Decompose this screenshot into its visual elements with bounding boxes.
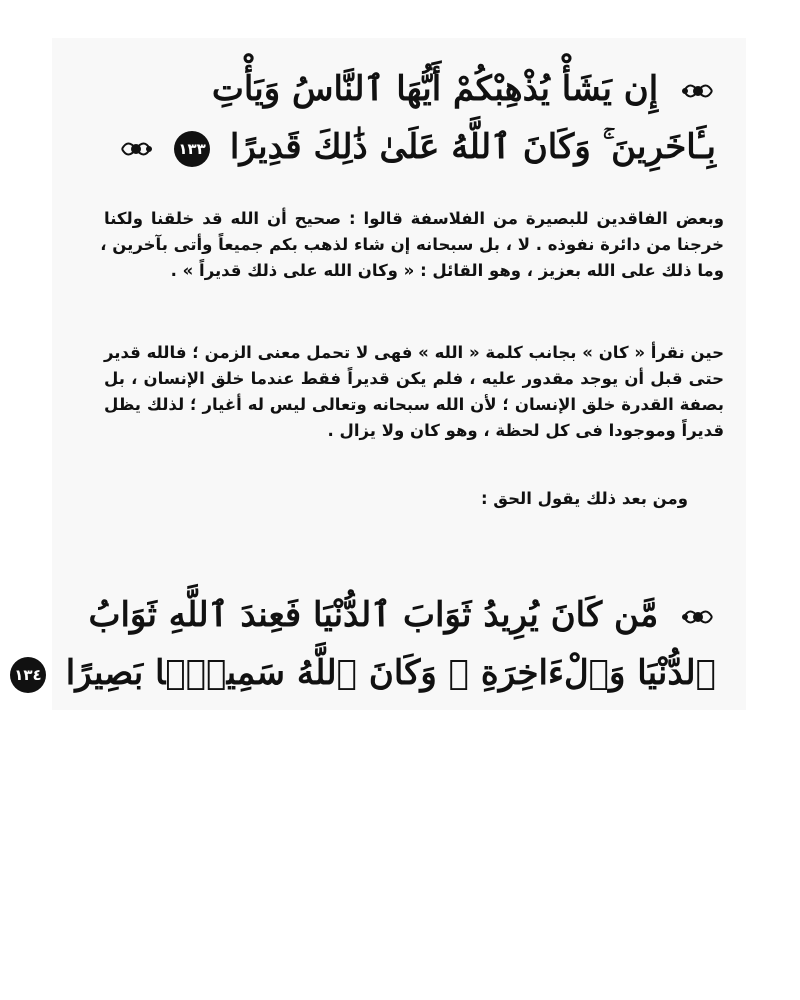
quran-verse-133: [92, 60, 716, 176]
verse-133-line-2: بِـَٔاخَرِينَ ۚ وَكَانَ ٱللَّهُ عَلَىٰ ذَٰلِكَ قَدِيرًا: [229, 127, 716, 167]
verse-133-line-1: إِن يَشَأْ يُذْهِبْكُمْ أَيُّهَا ٱلنَّاسُ وَيَأْتِ: [211, 69, 659, 109]
paragraph-line: ومن بعد ذلك يقول الحق :: [480, 489, 688, 508]
opening-ornament-icon: [680, 76, 716, 106]
paragraph-line: بصفة القدرة خلق الإنسان ؛ لأن الله سبحانه وتعالى ليس له أغيار ؛ لذلك يظل: [104, 395, 724, 414]
paragraph-line: وما ذلك على الله بعزيز ، وهو القائل : « وكان الله على ذلك قديراً » .: [170, 261, 724, 280]
paragraph-line: حتى قبل أن يوجد مقدور عليه ، فلم يكن قديراً فقط عندما خلق الإنسان ، بل: [104, 369, 724, 388]
commentary-paragraph-1: [100, 206, 724, 284]
scanned-page: [14, 38, 746, 710]
closing-ornament-icon: [118, 134, 154, 164]
verse-number-badge: ١٣٣: [174, 131, 210, 167]
paragraph-line: خرجنا من دائرة نفوذه . لا ، بل سبحانه إن شاء لذهب بكم جميعاً وأتى بآخرين ،: [100, 235, 724, 254]
opening-ornament-icon: [680, 602, 716, 632]
quran-verse-134: [14, 586, 716, 702]
verse-number-badge: ١٣٤: [10, 657, 46, 693]
verse-134-line-2: ٱلدُّنْيَا وَٱلْءَاخِرَةِ ۚ وَكَانَ ٱللَّهُ سَمِيعًۢا بَصِيرًا: [65, 653, 716, 693]
commentary-paragraph-2: [104, 340, 724, 444]
verse-134-line-1: مَّن كَانَ يُرِيدُ ثَوَابَ ٱلدُّنْيَا فَعِندَ ٱللَّهِ ثَوَابُ: [88, 595, 659, 635]
commentary-paragraph-3: [104, 486, 688, 512]
paragraph-line: قديراً وموجودا فى كل لحظة ، وهو كان ولا يزال .: [327, 421, 724, 440]
paragraph-line: حين نقرأ « كان » بجانب كلمة « الله » فهى لا تحمل معنى الزمن ؛ فالله قدير: [104, 343, 724, 362]
paragraph-line: وبعض الفاقدين للبصيرة من الفلاسفة قالوا : صحيح أن الله قد خلقنا ولكنا: [104, 209, 724, 228]
